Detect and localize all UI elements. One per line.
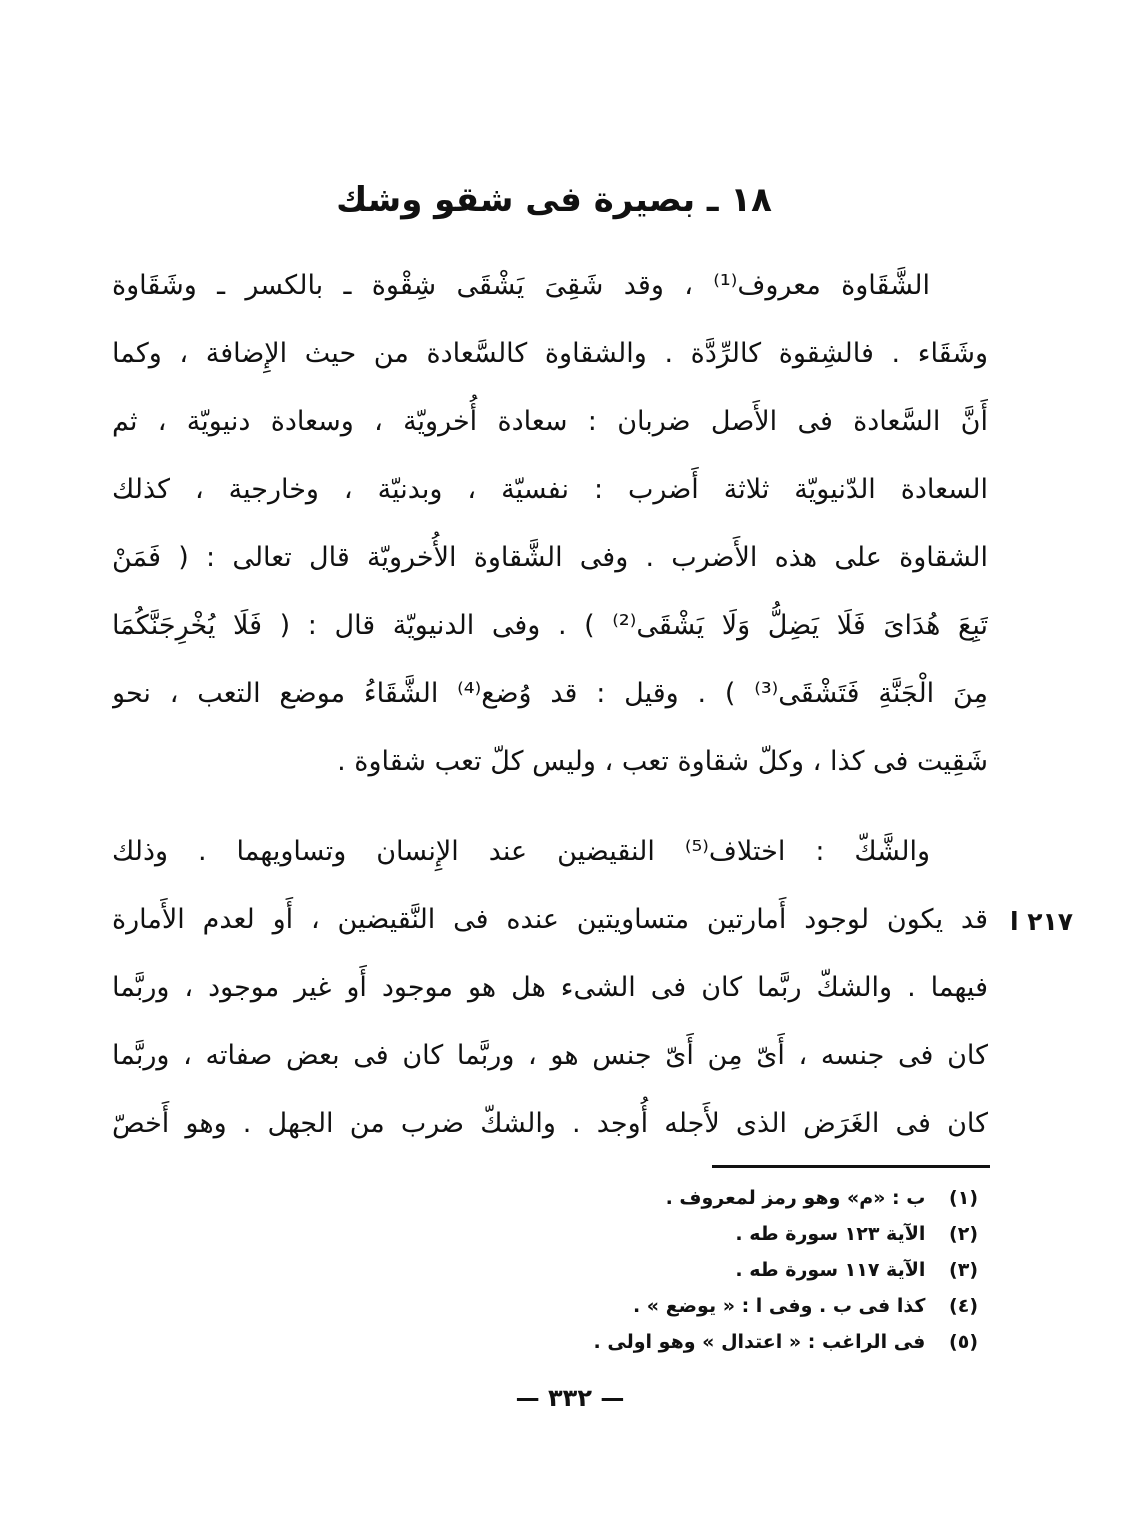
footnote-number: (٣) <box>949 1259 978 1281</box>
margin-folio-reference: ٢١٧ ا <box>1010 907 1074 936</box>
text-line: فيهما . والشكّ ربَّما كان فى الشىء هل هو موجود أَو غير موجود ، وربَّما <box>112 972 988 1003</box>
text-line: والشَّكّ : اختلاف⁽⁵⁾ النقيضين عند الإِنسان وتساويهما . وذلك <box>112 836 930 867</box>
page-title: ١٨ ـ بصيرة فى شقو وشك <box>336 180 772 220</box>
text-line: تَبِعَ هُدَاىَ فَلَا يَضِلُّ وَلَا يَشْقَى⁽²⁾ ) . وفى الدنيويّة قال : ( فَلَا يُخْرِجَنَّكُمَا <box>112 610 988 641</box>
footnote-number: (٥) <box>949 1331 978 1353</box>
text-line: كان فى جنسه ، أَىّ مِن أَىّ جنس هو ، وربَّما كان فى بعض صفاته ، وربَّما <box>112 1040 988 1071</box>
text-line: شَقِيت فى كذا ، وكلّ شقاوة تعب ، وليس كلّ تعب شقاوة . <box>337 746 988 777</box>
footnote-number: (٤) <box>949 1295 978 1317</box>
footnote-item <box>560 1216 978 1252</box>
text-line: قد يكون لوجود أَمارتين متساويتين عنده فى النَّقيضين ، أَو لعدم الأَمارة <box>112 904 988 935</box>
text-line: مِنَ الْجَنَّةِ فَتَشْقَى⁽³⁾ ) . وقيل : قد وُضع⁽⁴⁾ الشَّقَاءُ موضع التعب ، نحو <box>112 678 988 709</box>
footnote-number: (١) <box>949 1187 978 1209</box>
text-line: كان فى الغَرَض الذى لأَجله أُوجد . والشكّ ضرب من الجهل . وهو أَخصّ <box>112 1108 988 1139</box>
footnote-text: الآية ١٢٣ سورة طه . <box>735 1223 926 1245</box>
footnote-divider <box>712 1165 990 1168</box>
footnote-text: كذا فى ب . وفى ا : « يوضع » . <box>632 1295 926 1317</box>
text-line: وشَقَاء . فالشِقوة كالرِّدَّة . والشقاوة كالسَّعادة من حيث الإِضافة ، وكما <box>112 338 988 369</box>
footnote-item <box>560 1180 978 1216</box>
footnote-item <box>560 1288 978 1324</box>
footnote-number: (٢) <box>949 1223 978 1245</box>
footnote-text: الآية ١١٧ سورة طه . <box>735 1259 926 1281</box>
text-line: الشَّقَاوة معروف⁽¹⁾ ، وقد شَقِىَ يَشْقَى شِقْوة ـ بالكسر ـ وشَقَاوة <box>112 270 931 301</box>
footnote-text: ب : «م» وهو رمز لمعروف . <box>665 1187 926 1209</box>
footnote-item <box>560 1252 978 1288</box>
text-line: أَنَّ السَّعادة فى الأَصل ضربان : سعادة أُخرويّة ، وسعادة دنيويّة ، ثم <box>112 406 988 437</box>
footnote-text: فى الراغب : « اعتدال » وهو اولى . <box>593 1331 926 1353</box>
footnotes <box>560 1180 978 1360</box>
paragraph-shaqawa <box>112 252 988 796</box>
page-number: — ٣٣٢ — <box>515 1384 625 1412</box>
text-line: السعادة الدّنيويّة ثلاثة أَضرب : نفسيّة ، وبدنيّة ، وخارجية ، كذلك <box>112 474 988 505</box>
footnote-item <box>560 1324 978 1360</box>
paragraph-shakk <box>112 818 988 1158</box>
text-line: الشقاوة على هذه الأَضرب . وفى الشَّقاوة الأُخرويّة قال تعالى : ( فَمَنْ <box>112 542 988 573</box>
